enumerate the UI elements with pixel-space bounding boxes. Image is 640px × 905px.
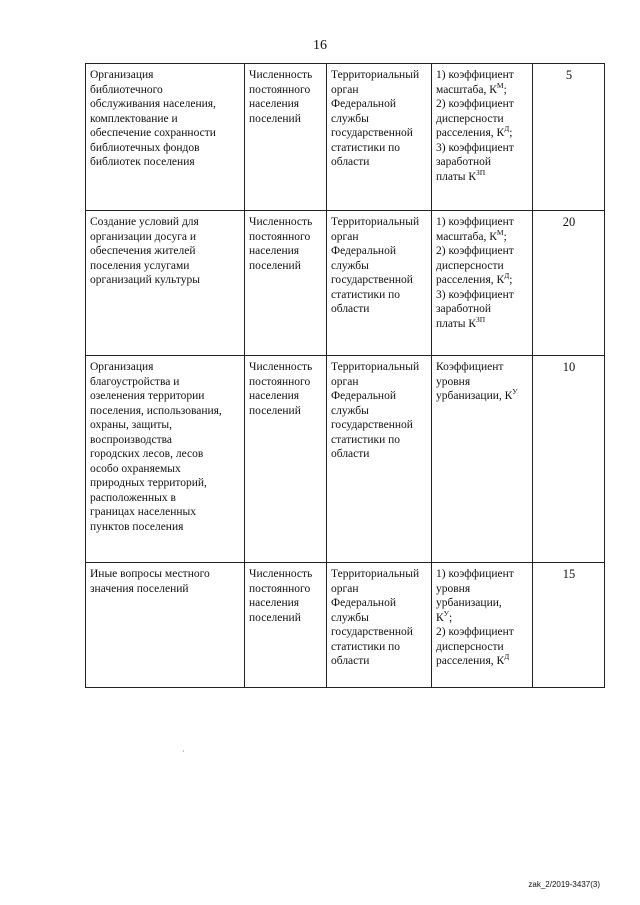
data-source-line: области <box>331 655 370 667</box>
coefficient-line <box>436 227 529 245</box>
competence-name-line: воспроизводства <box>90 433 172 446</box>
indicator-line: постоянного <box>249 83 311 96</box>
coefficient-text: расселения, К <box>436 655 505 667</box>
indicator-cell <box>245 563 327 688</box>
data-source-line: Территориальный <box>331 568 420 580</box>
competence-name-line: Организация <box>90 361 154 373</box>
competence-name-line: охраны, защиты, <box>90 419 172 431</box>
coefficient-line <box>436 273 529 288</box>
indicator-line: поселений <box>249 404 301 417</box>
coefficient-text: Коэффициент <box>436 361 504 373</box>
competence-name-line: пунктов поселения <box>90 520 184 533</box>
coefficient-line <box>436 68 529 83</box>
data-source-line: Федеральной <box>331 390 396 402</box>
indicator-line: поселений <box>249 259 301 272</box>
coefficient-superscript: ЗП <box>476 167 486 177</box>
coefficient-text: дисперсности <box>436 259 504 272</box>
competence-name-cell <box>86 356 245 563</box>
indicator-line: поселений <box>249 611 301 624</box>
coefficient-line <box>436 215 529 230</box>
coefficient-punctuation: ; <box>448 611 453 624</box>
indicator-line: Численность <box>249 568 313 580</box>
coefficient-text: платы К <box>436 317 476 330</box>
competence-name-line: расположенных в <box>90 491 176 504</box>
data-source-line: государственной <box>331 127 413 139</box>
weight-value: 5 <box>565 68 573 82</box>
data-source-line: государственной <box>331 274 413 286</box>
data-source-cell <box>327 563 432 688</box>
data-source-line: статистики по <box>331 433 401 446</box>
allocation-table <box>85 63 605 688</box>
data-source-line: области <box>331 156 370 168</box>
coefficient-punctuation: ; <box>503 83 507 96</box>
coefficient-cell <box>432 211 533 356</box>
indicator-cell <box>245 211 327 356</box>
coefficient-superscript: У <box>443 608 449 618</box>
coefficient-punctuation: ; <box>503 230 507 243</box>
coefficient-superscript: ЗП <box>476 314 486 324</box>
coefficient-text: расселения, К <box>436 274 505 286</box>
data-source-line: государственной <box>331 626 413 638</box>
competence-name-line: особо охраняемых <box>90 462 181 475</box>
coefficient-punctuation: ; <box>509 127 513 139</box>
competence-name-line: Иные вопросы местного <box>90 568 210 580</box>
data-source-line: статистики по <box>331 288 401 301</box>
indicator-line: постоянного <box>249 375 311 388</box>
coefficient-line <box>436 167 529 185</box>
weight-cell <box>533 64 605 211</box>
data-source-line: Территориальный <box>331 69 420 81</box>
data-source-line: Федеральной <box>331 597 396 609</box>
data-source-line: службы <box>331 404 369 417</box>
coefficient-superscript: Д <box>504 652 510 661</box>
weight-value: 20 <box>562 215 576 229</box>
table-row <box>86 356 605 563</box>
competence-name-line: Создание условий для <box>90 216 199 228</box>
indicator-line: Численность <box>249 69 313 81</box>
competence-name-line: значения поселений <box>90 582 189 595</box>
competence-name-line: комплектование и <box>90 112 178 125</box>
indicator-line: Численность <box>249 216 313 228</box>
coefficient-text: урбанизации, <box>436 597 502 609</box>
competence-name-line: библиотек поселения <box>90 156 195 168</box>
data-source-line: Федеральной <box>331 98 396 110</box>
indicator-line: постоянного <box>249 230 311 243</box>
coefficient-text: расселения, К <box>436 127 505 139</box>
competence-name-line: библиотечных фондов <box>90 141 200 154</box>
indicator-cell <box>245 356 327 563</box>
data-source-line: службы <box>331 611 369 624</box>
data-source-line: орган <box>331 582 359 595</box>
data-source-line: орган <box>331 83 359 96</box>
coefficient-text: урбанизации, К <box>436 390 513 402</box>
competence-name-line: городских лесов, лесов <box>90 448 204 460</box>
coefficient-text: 3) коэффициент <box>436 288 514 301</box>
coefficient-superscript: М <box>496 80 504 90</box>
coefficient-text: дисперсности <box>436 640 504 653</box>
coefficient-text: уровня <box>436 582 471 595</box>
table-body <box>86 64 605 688</box>
indicator-line: населения <box>249 597 300 609</box>
competence-name-line: природных территорий, <box>90 477 207 489</box>
coefficient-text: 1) коэффициент <box>436 568 514 580</box>
coefficient-text: платы К <box>436 170 476 183</box>
data-source-line: государственной <box>331 419 413 431</box>
coefficient-punctuation: ; <box>509 274 513 286</box>
table-row <box>86 64 605 211</box>
data-source-cell <box>327 356 432 563</box>
competence-name-line: благоустройства и <box>90 375 180 388</box>
data-source-line: статистики по <box>331 141 401 154</box>
page-number: 16 <box>313 38 327 53</box>
coefficient-text: 2) коэффициент <box>436 98 514 110</box>
indicator-line: населения <box>249 390 300 402</box>
coefficient-cell <box>432 563 533 688</box>
coefficient-cell <box>432 356 533 563</box>
data-source-cell <box>327 211 432 356</box>
coefficient-text: 2) коэффициент <box>436 245 514 257</box>
competence-name-line: библиотечного <box>90 83 163 96</box>
indicator-line: Численность <box>249 361 313 373</box>
coefficient-superscript: Д <box>504 271 510 280</box>
data-source-line: орган <box>331 230 359 243</box>
coefficient-line <box>436 567 529 582</box>
data-source-line: Территориальный <box>331 216 420 228</box>
coefficient-line <box>436 97 529 112</box>
indicator-line: населения <box>249 245 300 257</box>
data-source-line: области <box>331 448 370 460</box>
data-source-cell <box>327 64 432 211</box>
competence-name-line: организаций культуры <box>90 274 200 286</box>
scan-speck: · <box>182 747 185 756</box>
coefficient-text: 3) коэффициент <box>436 141 514 154</box>
coefficient-line <box>436 288 529 303</box>
coefficient-line <box>436 654 529 669</box>
coefficient-text: заработной <box>436 156 492 168</box>
indicator-line: населения <box>249 98 300 110</box>
table-row <box>86 563 605 688</box>
indicator-line: постоянного <box>249 582 311 595</box>
coefficient-line <box>436 80 529 98</box>
coefficient-superscript: М <box>496 227 504 237</box>
coefficient-line <box>436 314 529 332</box>
weight-cell <box>533 563 605 688</box>
competence-name-line: Организация <box>90 69 154 81</box>
competence-name-line: границах населенных <box>90 506 196 518</box>
coefficient-line <box>436 640 529 655</box>
competence-name-cell <box>86 64 245 211</box>
competence-name-line: поселения услугами <box>90 259 190 272</box>
coefficient-line <box>436 259 529 274</box>
coefficient-superscript: Д <box>504 124 510 133</box>
table-row <box>86 211 605 356</box>
competence-name-line: обслуживания населения, <box>90 98 216 110</box>
competence-name-line: организации досуга и <box>90 230 197 243</box>
weight-cell <box>533 356 605 563</box>
coefficient-line <box>436 112 529 127</box>
coefficient-line <box>436 126 529 141</box>
coefficient-text: 2) коэффициент <box>436 626 514 638</box>
coefficient-superscript: У <box>512 387 518 396</box>
coefficient-cell <box>432 64 533 211</box>
coefficient-line <box>436 360 529 375</box>
coefficient-line <box>436 625 529 640</box>
competence-name-line: обеспечение сохранности <box>90 127 216 139</box>
data-source-line: службы <box>331 259 369 272</box>
data-source-line: орган <box>331 375 359 388</box>
coefficient-text: масштаба, К <box>436 83 497 96</box>
data-source-line: области <box>331 303 370 315</box>
competence-name-cell <box>86 211 245 356</box>
coefficient-text: К <box>436 611 444 624</box>
coefficient-line <box>436 141 529 156</box>
data-source-line: статистики по <box>331 640 401 653</box>
coefficient-text: 1) коэффициент <box>436 216 514 228</box>
coefficient-line <box>436 596 529 611</box>
coefficient-text: заработной <box>436 303 492 315</box>
document-code: zak_2/2019-3437(3) <box>528 880 600 889</box>
weight-value: 15 <box>562 567 576 581</box>
data-source-line: службы <box>331 112 369 125</box>
competence-name-line: обеспечения жителей <box>90 245 196 257</box>
data-source-line: Федеральной <box>331 245 396 257</box>
coefficient-text: 1) коэффициент <box>436 69 514 81</box>
weight-value: 10 <box>562 360 576 374</box>
indicator-cell <box>245 64 327 211</box>
data-source-line: Территориальный <box>331 361 420 373</box>
coefficient-text: дисперсности <box>436 112 504 125</box>
coefficient-text: масштаба, К <box>436 230 497 243</box>
competence-name-line: поселения, использования, <box>90 404 222 417</box>
indicator-line: поселений <box>249 112 301 125</box>
coefficient-line <box>436 582 529 597</box>
competence-name-cell <box>86 563 245 688</box>
coefficient-line <box>436 244 529 259</box>
weight-cell <box>533 211 605 356</box>
coefficient-text: уровня <box>436 375 471 388</box>
coefficient-line <box>436 389 529 404</box>
competence-name-line: озеленения территории <box>90 390 205 402</box>
coefficient-line <box>436 608 529 626</box>
